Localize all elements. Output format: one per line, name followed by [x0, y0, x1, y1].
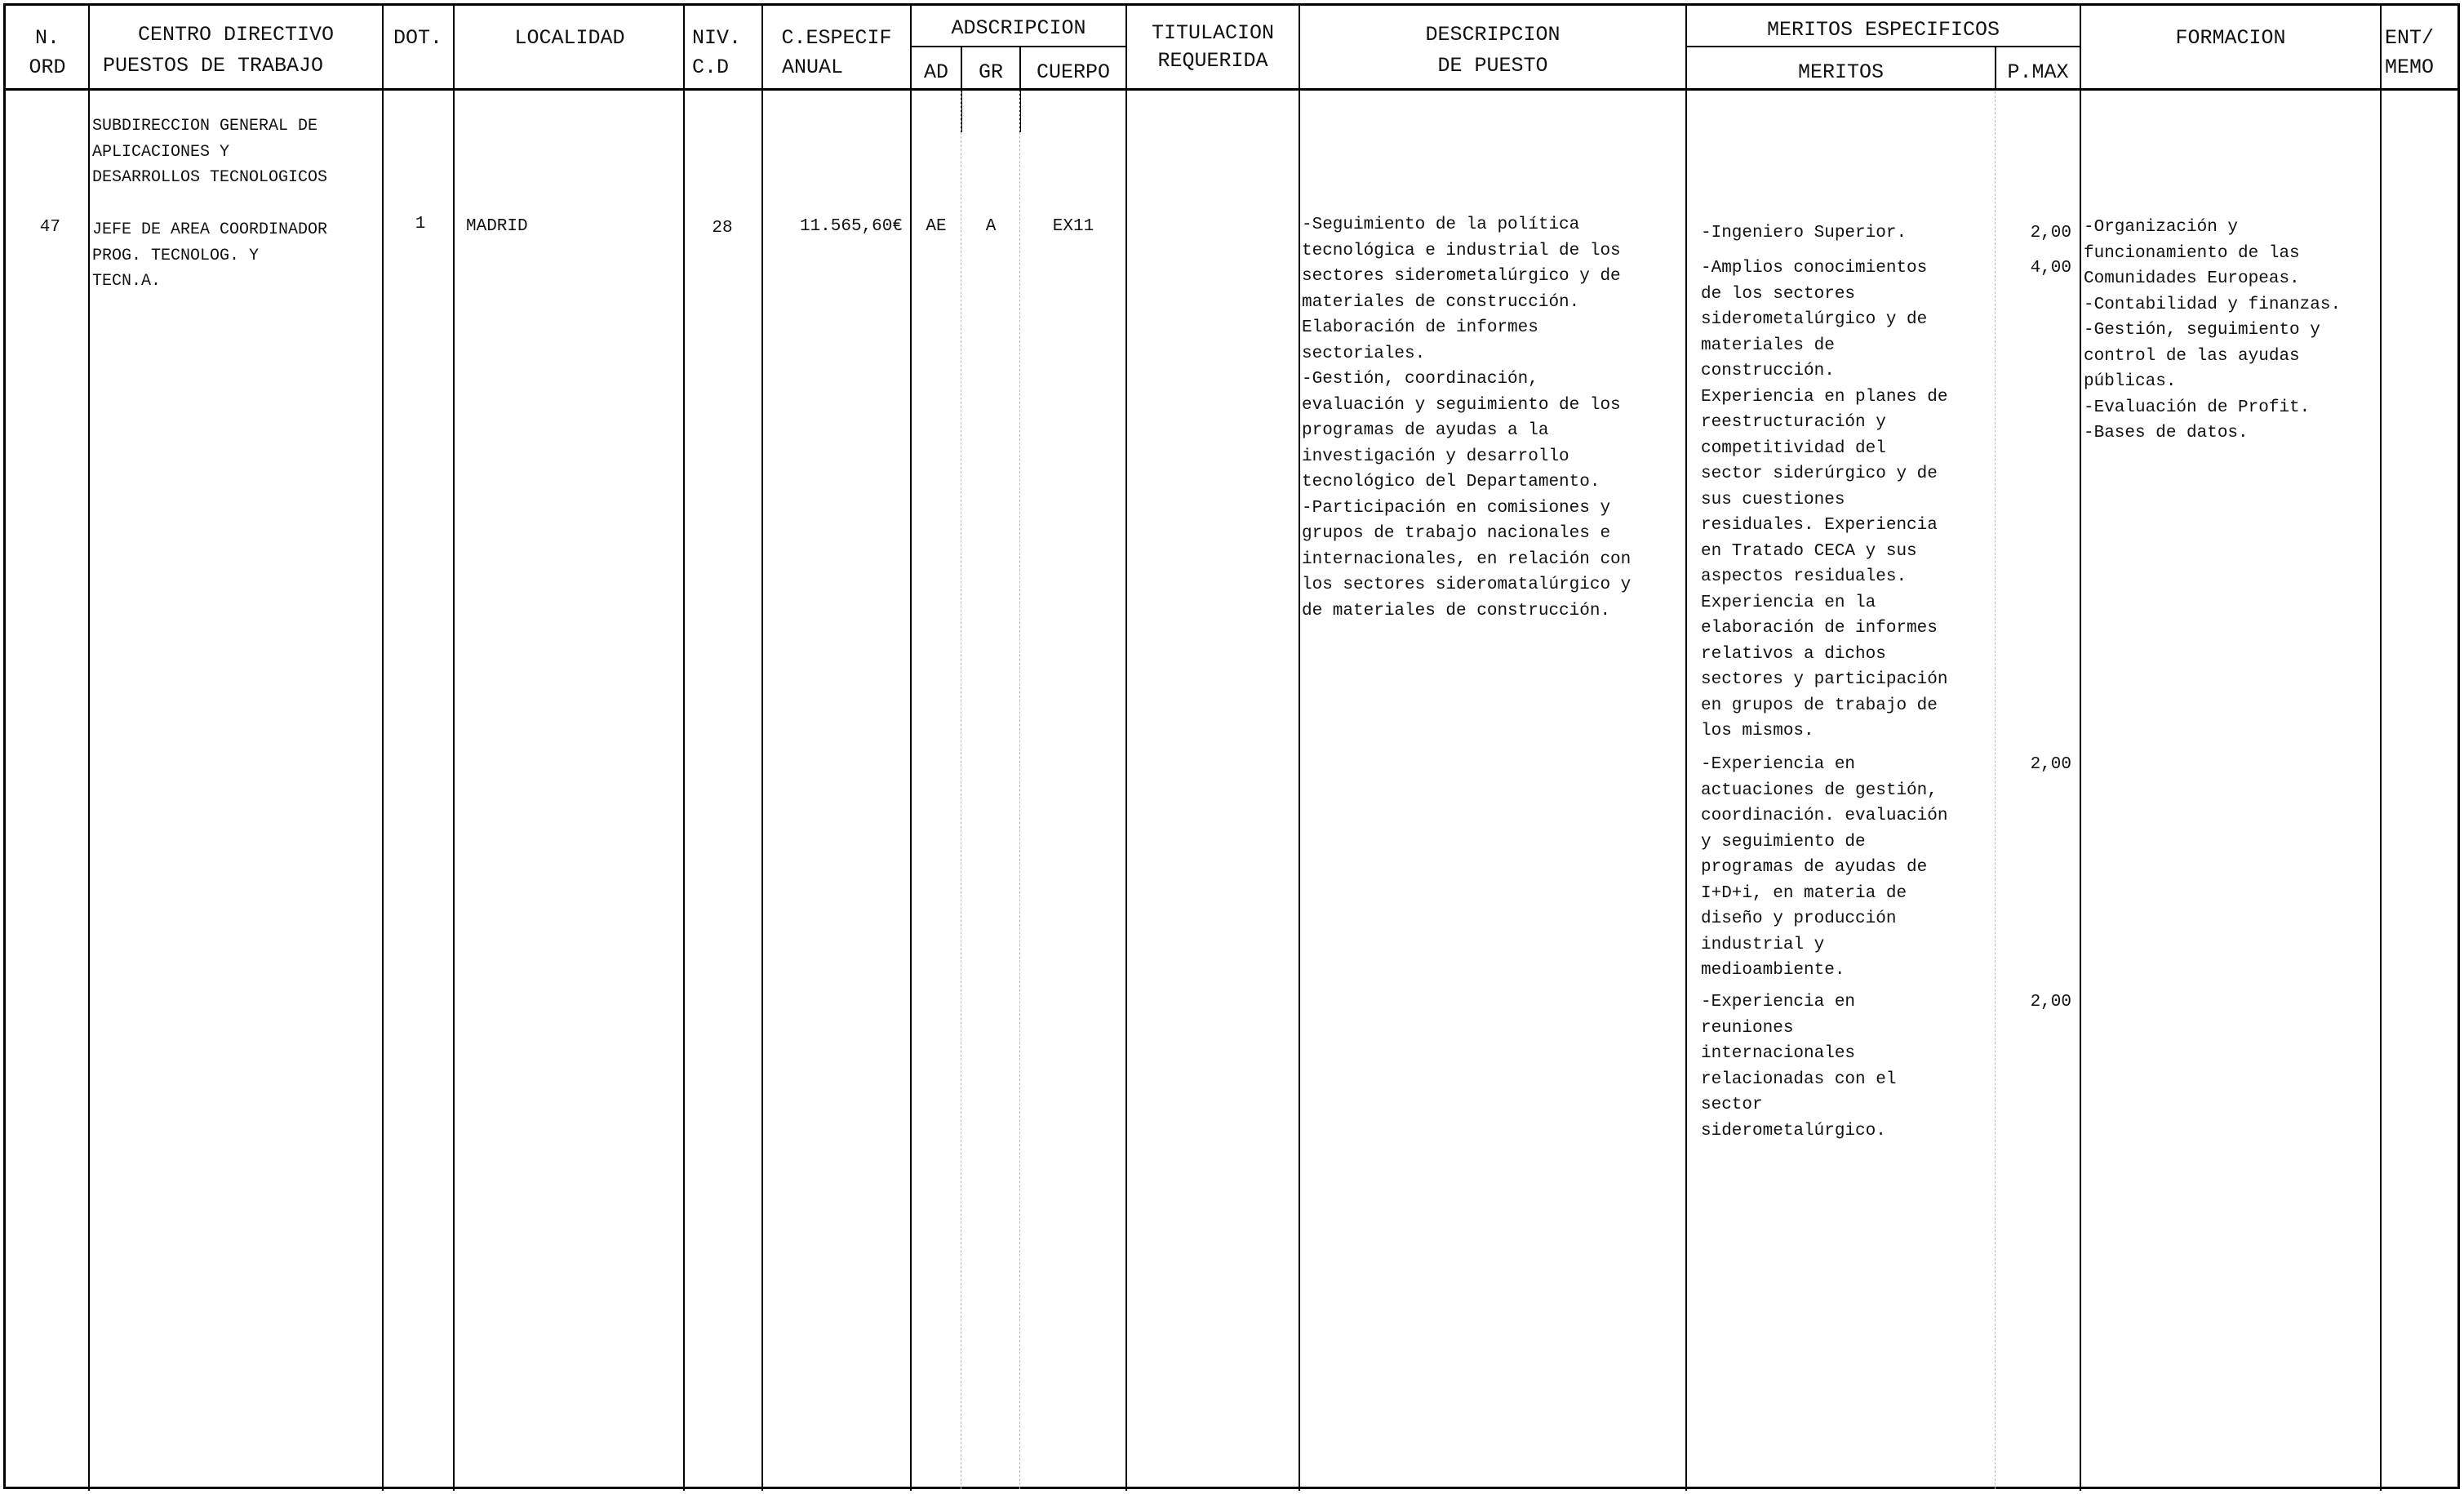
header-gr: GR	[978, 60, 1003, 84]
row-cuerpo: EX11	[1052, 217, 1094, 236]
header-dot: DOT.	[393, 26, 442, 50]
section-title: SUBDIRECCION GENERAL DE APLICACIONES Y DESARROLLOS TECNOLOGICOS	[92, 117, 328, 187]
header-localidad: LOCALIDAD	[514, 26, 625, 50]
row-descripcion: -Seguimiento de la política tecnológica e industrial de los sectores siderometalúrgico y de materiales de construcción. Elaboración de informes sectoriales. -Gestión, coordinación, evaluación y seguimiento de los programas de ayudas a la investigación y desarrollo tecnológico del Departamento. -Participación en comisiones y grupos de trabajo nacionales e internacionales, en relación con los sectores sideromatalúrgico y de materiales de construcción.	[1302, 216, 1632, 620]
merito-pmax: 2,00	[2030, 224, 2071, 242]
row-formacion: -Organización y funcionamiento de las Comunidades Europeas. -Contabilidad y finanzas. -Gestión, seguimiento y control de las ayudas públicas. -Evaluación de Profit. -Bases de datos.	[2084, 218, 2342, 442]
dash-guide	[1019, 91, 1020, 1489]
merito-pmax: 4,00	[2030, 259, 2071, 278]
col-divider	[2080, 3, 2081, 1491]
merito-item: -Amplios conocimientos de los sectores siderometalúrgico y de materiales de construcción. Experiencia en planes de reestructuración y competitividad del sector siderúrgico y de sus cuestiones residuales. Experiencia en Tratado CECA y sus aspectos residuales. Experiencia en la elaboración de informes relativos a dichos sectores y participación en grupos de trabajo de los mismos.	[1701, 259, 1948, 740]
row-dot: 1	[415, 215, 426, 233]
col-divider	[761, 3, 763, 1491]
header-n-ord: N. ORD	[29, 26, 66, 79]
header-p-max: P.MAX	[2007, 60, 2069, 84]
row-c-especif: 11.565,60€	[799, 217, 903, 236]
merito-pmax: 2,00	[2030, 755, 2071, 774]
col-divider	[1299, 3, 1300, 1491]
header-adscripcion: ADSCRIPCION	[951, 16, 1086, 40]
merito-item: -Experiencia en actuaciones de gestión, coordinación. evaluación y seguimiento de programas de ayudas de I+D+i, en materia de diseño y producción industrial y medioambiente.	[1701, 755, 1948, 980]
header-c-especif: C.ESPECIF ANUAL	[781, 26, 892, 79]
dash-guide	[1995, 91, 1996, 1489]
row-puesto: JEFE DE AREA COORDINADOR PROG. TECNOLOG. Y TECN.A.	[92, 220, 328, 291]
merito-item: -Experiencia en reuniones internacionales relacionadas con el sector siderometalúrgico.	[1701, 993, 1897, 1141]
col-divider	[910, 3, 912, 1491]
header-centro: CENTRO DIRECTIVO PUESTOS DE TRABAJO	[103, 23, 335, 78]
header-titulacion: TITULACION REQUERIDA	[1151, 21, 1275, 73]
header-meritos: MERITOS	[1797, 60, 1885, 84]
col-divider	[453, 3, 455, 1491]
row-niv: 28	[712, 219, 733, 238]
col-divider	[1685, 3, 1687, 1491]
header-descripcion: DESCRIPCION DE PUESTO	[1425, 23, 1561, 78]
row-localidad: MADRID	[466, 217, 528, 236]
header-formacion: FORMACION	[2175, 26, 2286, 50]
row-ad: AE	[926, 217, 947, 236]
header-ent-memo: ENT/ MEMO	[2385, 26, 2435, 79]
header-subline	[1685, 46, 2080, 47]
header-meritos-especificos: MERITOS ESPECIFICOS	[1766, 18, 2000, 42]
col-divider	[683, 3, 685, 1491]
col-divider	[88, 3, 90, 1491]
row-gr: A	[985, 217, 997, 236]
row-n-ord: 47	[39, 218, 60, 237]
header-ad: AD	[923, 60, 948, 84]
header-niv: NIV. C.D	[692, 26, 742, 79]
col-divider	[2380, 3, 2382, 1491]
merito-pmax: 2,00	[2030, 993, 2071, 1012]
merito-item: -Ingeniero Superior.	[1701, 224, 1907, 242]
col-divider	[382, 3, 384, 1491]
header-cuerpo: CUERPO	[1036, 60, 1110, 84]
header-bottom-line	[3, 88, 2460, 91]
header-subline	[910, 46, 1125, 47]
col-divider	[1125, 3, 1127, 1491]
